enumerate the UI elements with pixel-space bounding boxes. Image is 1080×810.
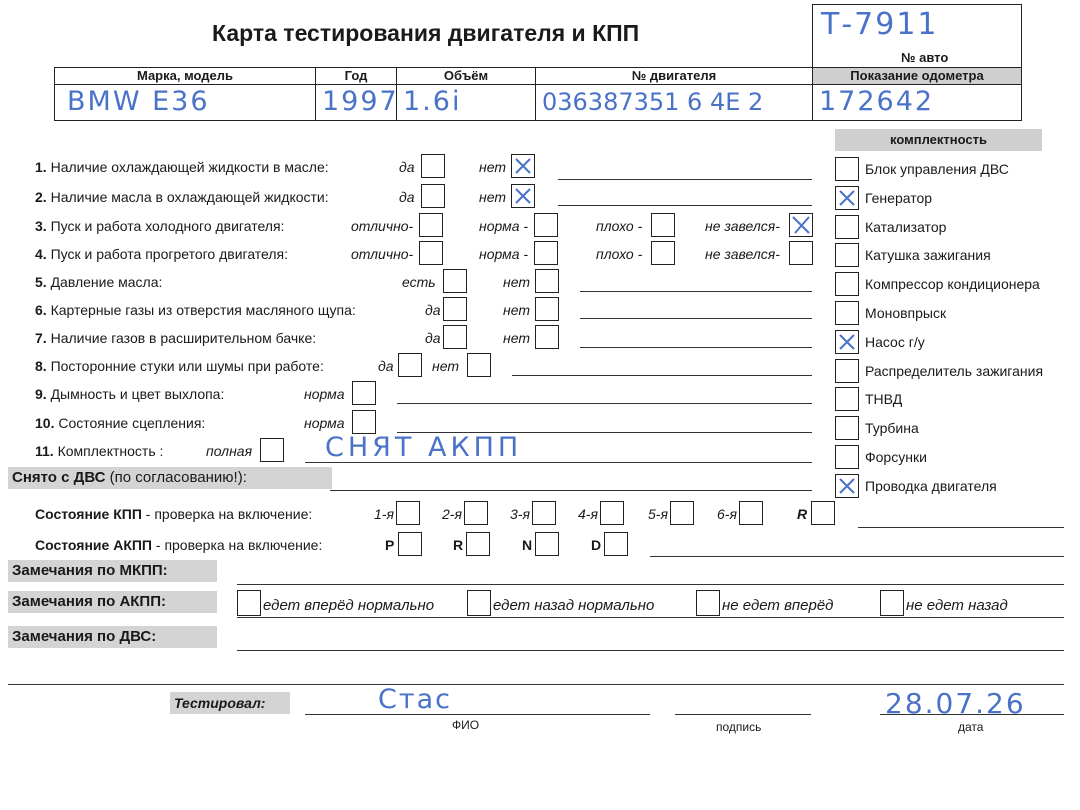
akpp-mode-label: N <box>522 537 533 553</box>
check-1-net-box[interactable] <box>511 154 535 178</box>
check-1-da-box[interactable] <box>421 154 445 178</box>
kpp-gear-label: 1-я <box>374 506 394 522</box>
opt-normal-label: норма <box>304 386 345 402</box>
engine-number-value: 036387351 6 4E 2 <box>542 88 764 116</box>
akpp-mode-label: P <box>385 537 395 553</box>
year-header: Год <box>315 67 397 85</box>
akpp-option-checkbox[interactable] <box>696 590 720 616</box>
row-7-notes-line <box>580 347 812 348</box>
remarks-dvs-label: Замечания по ДВС: <box>8 626 217 648</box>
check-7-da-box[interactable] <box>443 325 467 349</box>
row-text: Дымность и цвет выхлопа: <box>50 386 225 402</box>
row-text: Состояние сцепления: <box>58 415 206 431</box>
opt-excellent-label: отлично- <box>351 246 414 262</box>
opt-normal-label: норма <box>304 415 345 431</box>
komplekt-checkbox[interactable] <box>835 387 859 411</box>
check-10-normal-box[interactable] <box>352 410 376 434</box>
kpp-gear-checkbox[interactable] <box>464 501 488 525</box>
komplekt-item-label: Насос г/у <box>865 333 925 350</box>
check-6-net-box[interactable] <box>535 297 559 321</box>
check-3-bad-box[interactable] <box>651 213 675 237</box>
komplekt-item-label: Распределитель зажигания <box>865 362 1044 379</box>
komplekt-item-label: Проводка двигателя <box>865 477 997 494</box>
akpp-label-bold: Состояние АКПП <box>35 537 152 553</box>
akpp-option-checkbox[interactable] <box>237 590 261 616</box>
x-check-icon <box>512 185 534 207</box>
remarks-mkpp-label: Замечания по МКПП: <box>8 560 217 582</box>
row-number: 11. <box>35 443 54 459</box>
opt-net-label: нет <box>432 358 459 374</box>
opt-da-label: да <box>378 358 394 374</box>
check-2-net-box[interactable] <box>511 184 535 208</box>
opt-nostart-label: не завелся- <box>705 246 780 262</box>
komplekt-checkbox[interactable] <box>835 416 859 440</box>
komplekt-checkbox[interactable] <box>835 474 859 498</box>
kpp-gear-checkbox[interactable] <box>739 501 763 525</box>
check-row-10 <box>35 415 205 431</box>
akpp-option-label: едет назад нормально <box>493 597 655 614</box>
check-9-normal-box[interactable] <box>352 381 376 405</box>
row-text: Посторонние стуки или шумы при работе: <box>50 358 324 374</box>
check-row-2 <box>35 189 329 205</box>
komplekt-item-label: ТНВД <box>865 391 903 408</box>
opt-net-label: нет <box>503 330 530 346</box>
komplekt-item-label: Генератор <box>865 189 933 206</box>
row-text: Пуск и работа прогретого двигателя: <box>50 246 289 262</box>
model-header: Марка, модель <box>54 67 316 85</box>
komplekt-item-label: Компрессор кондиционера <box>865 276 1040 293</box>
opt-yes-label: есть <box>402 274 436 290</box>
check-8-net-box[interactable] <box>467 353 491 377</box>
signature-caption: подпись <box>716 720 762 734</box>
model-value: BMW E36 <box>67 86 210 117</box>
komplekt-checkbox[interactable] <box>835 186 859 210</box>
row-number: 6. <box>35 302 47 318</box>
kpp-label-bold: Состояние КПП <box>35 506 142 522</box>
removed-label-paren: (по согласованию!): <box>109 469 247 486</box>
akpp-option-checkbox[interactable] <box>467 590 491 616</box>
remarks-mkpp-line <box>237 584 1064 585</box>
row-number: 1. <box>35 159 47 175</box>
akpp-mode-checkbox[interactable] <box>466 532 490 556</box>
opt-full-label: полная <box>206 443 253 459</box>
komplekt-checkbox[interactable] <box>835 445 859 469</box>
komplekt-checkbox[interactable] <box>835 301 859 325</box>
akpp-mode-checkbox[interactable] <box>535 532 559 556</box>
komplekt-item-label: Форсунки <box>865 449 927 465</box>
row-1-notes-line <box>558 179 812 180</box>
check-3-excellent-box[interactable] <box>419 213 443 237</box>
date-line <box>880 714 1064 715</box>
akpp-option-label: не едет назад <box>906 597 1008 614</box>
check-11-full-box[interactable] <box>260 438 284 462</box>
check-row-3 <box>35 218 284 234</box>
check-7-net-box[interactable] <box>535 325 559 349</box>
remarks-dvs-line <box>237 650 1064 651</box>
car-number-value: Т-7911 <box>821 7 939 42</box>
opt-da-label: да <box>425 330 441 346</box>
row-8-notes-line <box>512 375 812 376</box>
remarks-akpp-label: Замечания по АКПП: <box>8 591 217 613</box>
year-value: 1997 <box>322 86 399 117</box>
akpp-mode-checkbox[interactable] <box>398 532 422 556</box>
page-title: Карта тестирования двигателя и КПП <box>212 20 640 46</box>
removed-label: Снято с ДВС <box>12 469 106 486</box>
check-row-4 <box>35 246 288 262</box>
akpp-option-checkbox[interactable] <box>880 590 904 616</box>
row-text: Давление масла: <box>50 274 163 290</box>
remarks-akpp-line <box>237 617 1064 618</box>
check-4-normal-box[interactable] <box>534 241 558 265</box>
year-cell <box>315 84 397 121</box>
opt-da-label: да <box>425 302 441 318</box>
check-6-da-box[interactable] <box>443 297 467 321</box>
kpp-gear-label: R <box>797 506 808 522</box>
check-row-1 <box>35 159 329 175</box>
opt-normal-label: норма - <box>479 246 529 262</box>
car-number-label: № авто <box>901 50 949 65</box>
komplekt-item-label: Блок управления ДВС <box>865 161 1009 177</box>
tester-name: Стас <box>378 684 452 715</box>
akpp-mode-checkbox[interactable] <box>604 532 628 556</box>
kpp-gear-label: 6-я <box>717 506 737 522</box>
kpp-gear-label: 2-я <box>442 506 462 522</box>
model-cell <box>54 84 316 121</box>
engine-number-cell <box>535 84 813 121</box>
row-6-notes-line <box>580 318 812 319</box>
volume-header: Объём <box>396 67 536 85</box>
x-check-icon <box>836 187 858 209</box>
row-text: Пуск и работа холодного двигателя: <box>50 218 285 234</box>
kpp-gear-checkbox[interactable] <box>600 501 624 525</box>
engine-number-header: № двигателя <box>535 67 813 85</box>
row-number: 2. <box>35 189 47 205</box>
fio-line <box>305 714 650 715</box>
komplekt-checkbox[interactable] <box>835 272 859 296</box>
akpp-row-label <box>35 537 322 553</box>
komplekt-checkbox[interactable] <box>835 243 859 267</box>
row-9-notes-line <box>397 403 812 404</box>
opt-bad-label: плохо - <box>596 246 643 262</box>
komplekt-item-label: Турбина <box>865 420 919 437</box>
komplekt-checkbox[interactable] <box>835 215 859 239</box>
row-number: 4. <box>35 246 47 262</box>
check-row-6 <box>35 302 356 318</box>
row-number: 9. <box>35 386 47 402</box>
volume-value: 1.6i <box>403 86 462 117</box>
opt-net-label: нет <box>479 159 506 175</box>
check-4-excellent-box[interactable] <box>419 241 443 265</box>
kpp-gear-checkbox[interactable] <box>532 501 556 525</box>
akpp-mode-label: R <box>453 537 464 553</box>
check-row-11 <box>35 443 163 459</box>
akpp-option-label: едет вперёд нормально <box>263 597 435 614</box>
check-4-bad-box[interactable] <box>651 241 675 265</box>
komplekt-item-label: Моновпрыск <box>865 305 947 321</box>
row-number: 5. <box>35 274 47 290</box>
check-5-yes-box[interactable] <box>443 269 467 293</box>
row-11-notes-line <box>305 462 812 463</box>
akpp-line <box>650 556 1064 557</box>
kpp-gear-checkbox[interactable] <box>811 501 835 525</box>
komplekt-header: комплектность <box>835 129 1042 151</box>
removed-line <box>330 490 812 491</box>
signature-line <box>675 714 811 715</box>
odometer-cell <box>812 84 1022 121</box>
check-row-8 <box>35 358 324 374</box>
komplekt-item-label: Катушка зажигания <box>865 247 991 264</box>
komplekt-checkbox[interactable] <box>835 157 859 181</box>
akpp-mode-label: D <box>591 537 602 553</box>
row-2-notes-line <box>558 205 812 206</box>
komplekt-checkbox[interactable] <box>835 330 859 354</box>
komplekt-checkbox[interactable] <box>835 359 859 383</box>
kpp-gear-label: 3-я <box>510 506 530 522</box>
akpp-option-label: не едет вперёд <box>722 597 834 614</box>
opt-da-label: да <box>399 159 415 175</box>
odometer-header: Показание одометра <box>812 67 1022 85</box>
remarks-extra-line <box>8 684 1064 685</box>
check-row-5 <box>35 274 162 290</box>
row-5-notes-line <box>580 291 812 292</box>
car-number-box <box>812 4 1022 68</box>
kpp-gear-label: 4-я <box>578 506 598 522</box>
row-text: Наличие газов в расширительном бачке: <box>50 330 317 346</box>
row-text: Наличие масла в охлаждающей жидкости: <box>50 189 329 205</box>
odometer-value: 172642 <box>819 86 935 117</box>
check-2-da-box[interactable] <box>421 184 445 208</box>
row-text: Комплектность : <box>57 443 164 459</box>
kpp-gear-checkbox[interactable] <box>670 501 694 525</box>
x-check-icon <box>790 214 812 236</box>
check-4-nostart-box[interactable] <box>789 241 813 265</box>
row-number: 3. <box>35 218 47 234</box>
volume-cell <box>396 84 536 121</box>
row-text: Картерные газы из отверстия масляного щупа: <box>50 302 356 318</box>
check-8-da-box[interactable] <box>398 353 422 377</box>
fio-caption: ФИО <box>452 718 480 732</box>
opt-net-label: нет <box>503 274 530 290</box>
removed-section-label <box>8 467 332 489</box>
row-text: Наличие охлаждающей жидкости в масле: <box>50 159 329 175</box>
check-row-9 <box>35 386 224 402</box>
kpp-label-rest: - проверка на включение: <box>141 506 313 522</box>
opt-da-label: да <box>399 189 415 205</box>
completeness-note: СНЯТ АКПП <box>325 432 523 463</box>
opt-net-label: нет <box>479 189 506 205</box>
row-number: 8. <box>35 358 47 374</box>
komplekt-item-label: Катализатор <box>865 218 947 235</box>
opt-normal-label: норма - <box>479 218 529 234</box>
kpp-gear-label: 5-я <box>648 506 668 522</box>
opt-bad-label: плохо - <box>596 218 643 234</box>
row-number: 10. <box>35 415 55 431</box>
check-5-net-box[interactable] <box>535 269 559 293</box>
row-number: 7. <box>35 330 47 346</box>
kpp-gear-checkbox[interactable] <box>396 501 420 525</box>
opt-nostart-label: не завелся- <box>705 218 780 234</box>
check-3-normal-box[interactable] <box>534 213 558 237</box>
date-caption: дата <box>958 720 984 734</box>
x-check-icon <box>836 475 858 497</box>
tested-by-label: Тестировал: <box>170 692 290 714</box>
check-3-nostart-box[interactable] <box>789 213 813 237</box>
x-check-icon <box>836 331 858 353</box>
date-value: 28.07.26 <box>885 687 1026 720</box>
akpp-label-rest: - проверка на включение: <box>152 537 323 553</box>
opt-excellent-label: отлично- <box>351 218 414 234</box>
kpp-line <box>858 527 1064 528</box>
kpp-row-label <box>35 506 312 522</box>
check-row-7 <box>35 330 316 346</box>
opt-net-label: нет <box>503 302 530 318</box>
x-check-icon <box>512 155 534 177</box>
